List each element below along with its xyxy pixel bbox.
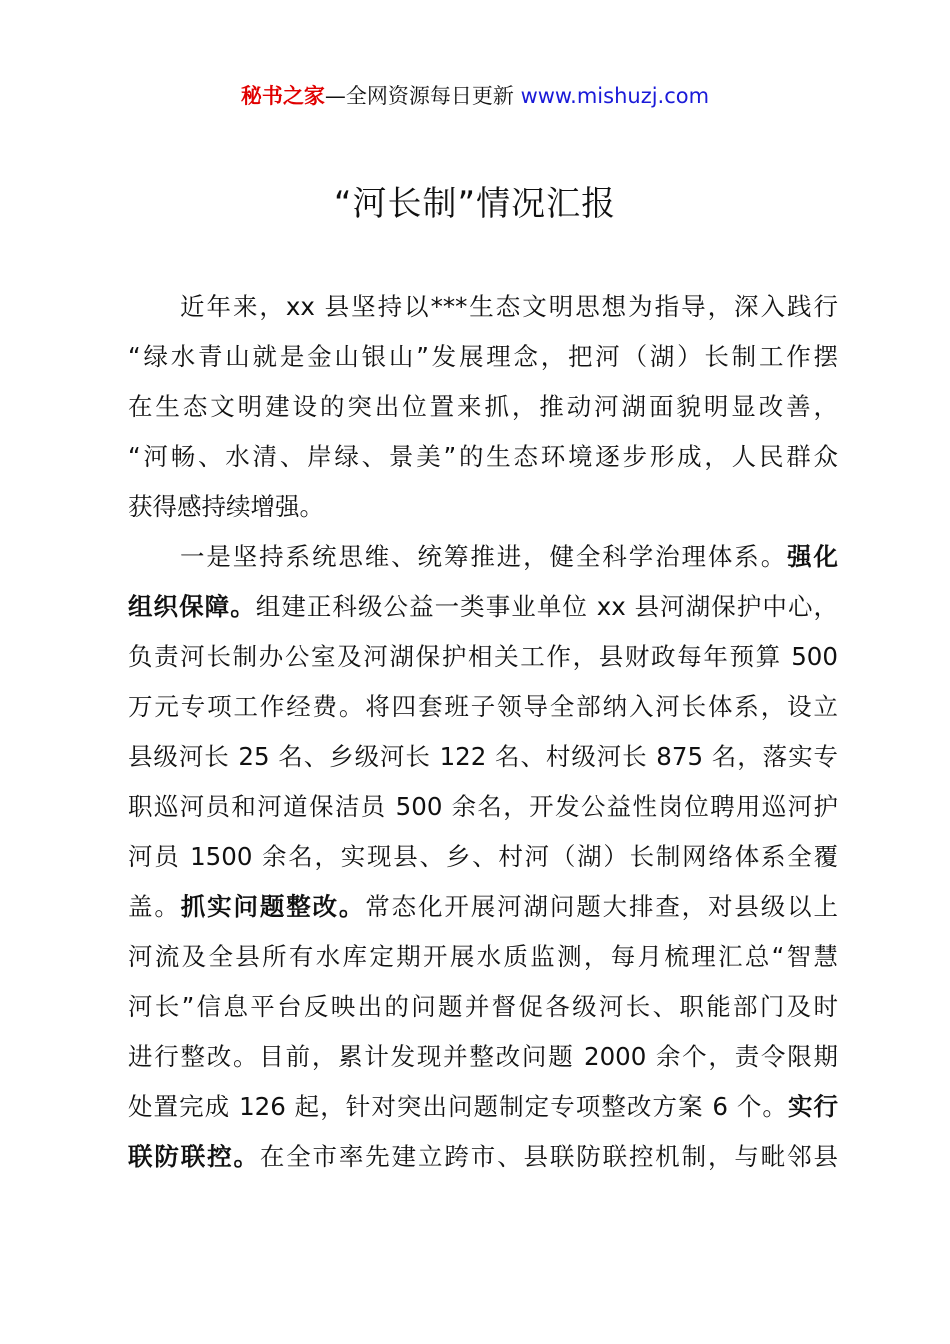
body-line: [128, 1082, 838, 1132]
body-line: [128, 432, 838, 482]
body-line: [128, 632, 838, 682]
body-line: [128, 532, 838, 582]
body-text-segment: 盖。: [128, 892, 181, 921]
body-text-segment: 在全市率先建立跨市、县联防联控机制，与毗邻县: [259, 1142, 838, 1171]
body-text-segment: 职巡河员和河道保洁员 500 余名，开发公益性岗位聘用巡河护: [128, 792, 838, 821]
body-line: [128, 332, 838, 382]
bold-heading-text: 实行: [787, 1092, 839, 1121]
site-url-link[interactable]: www.mishuzj.com: [520, 84, 710, 108]
body-text-segment: 组建正科级公益一类事业单位 xx 县河湖保护中心，: [255, 592, 838, 621]
body-text-segment: 河员 1500 余名，实现县、乡、村河（湖）长制网络体系全覆: [128, 842, 838, 871]
body-text-segment: 在生态文明建设的突出位置来抓，推动河湖面貌明显改善，: [128, 392, 838, 421]
body-text-segment: “绿水青山就是金山银山”发展理念，把河（湖）长制工作摆: [128, 342, 838, 371]
body-text-segment: 常态化开展河湖问题大排查，对县级以上: [365, 892, 839, 921]
site-header: [0, 80, 950, 112]
body-text-segment: 一是坚持系统思维、统筹推进，健全科学治理体系。: [180, 542, 788, 571]
body-text-segment: 获得感持续增强。: [128, 492, 324, 521]
body-text-segment: “河畅、水清、岸绿、景美”的生态环境逐步形成，人民群众: [128, 442, 838, 471]
body-text-segment: 处置完成 126 起，针对突出问题制定专项整改方案 6 个。: [128, 1092, 788, 1121]
document-title: “河长制”情况汇报: [333, 184, 617, 224]
body-text-segment: 河长”信息平台反映出的问题并督促各级河长、职能部门及时: [128, 992, 838, 1021]
body-line: [128, 732, 838, 782]
body-line: [128, 982, 838, 1032]
bold-heading-text: 强化: [787, 542, 839, 571]
body-line: [128, 1032, 838, 1082]
bold-heading-text: 联防联控。: [128, 1142, 260, 1171]
body-line: [128, 1132, 838, 1182]
body-line: [128, 682, 838, 732]
body-line: [128, 832, 838, 882]
body-line: [128, 932, 838, 982]
body-line: [128, 782, 838, 832]
body-line: [128, 582, 838, 632]
body-text-segment: 进行整改。目前，累计发现并整改问题 2000 余个，责令限期: [128, 1042, 838, 1071]
body-line: [128, 282, 838, 332]
body-text-segment: 河流及全县所有水库定期开展水质监测，每月梳理汇总“智慧: [128, 942, 838, 971]
body-text-segment: 县级河长 25 名、乡级河长 122 名、村级河长 875 名，落实专: [128, 742, 838, 771]
body-line: [128, 382, 838, 432]
bold-heading-text: 组织保障。: [128, 592, 256, 621]
body-text-segment: 万元专项工作经费。将四套班子领导全部纳入河长体系，设立: [128, 692, 838, 721]
site-tagline: —全网资源每日更新: [324, 84, 521, 108]
bold-heading-text: 抓实问题整改。: [180, 892, 366, 921]
body-line: [128, 482, 838, 532]
body-text-segment: 近年来，xx 县坚持以***生态文明思想为指导，深入践行: [180, 292, 838, 321]
body-text-segment: 负责河长制办公室及河湖保护相关工作，县财政每年预算 500: [128, 642, 838, 671]
site-brand: 秘书之家: [240, 84, 325, 108]
document-body: [128, 282, 838, 1182]
body-line: [128, 882, 838, 932]
